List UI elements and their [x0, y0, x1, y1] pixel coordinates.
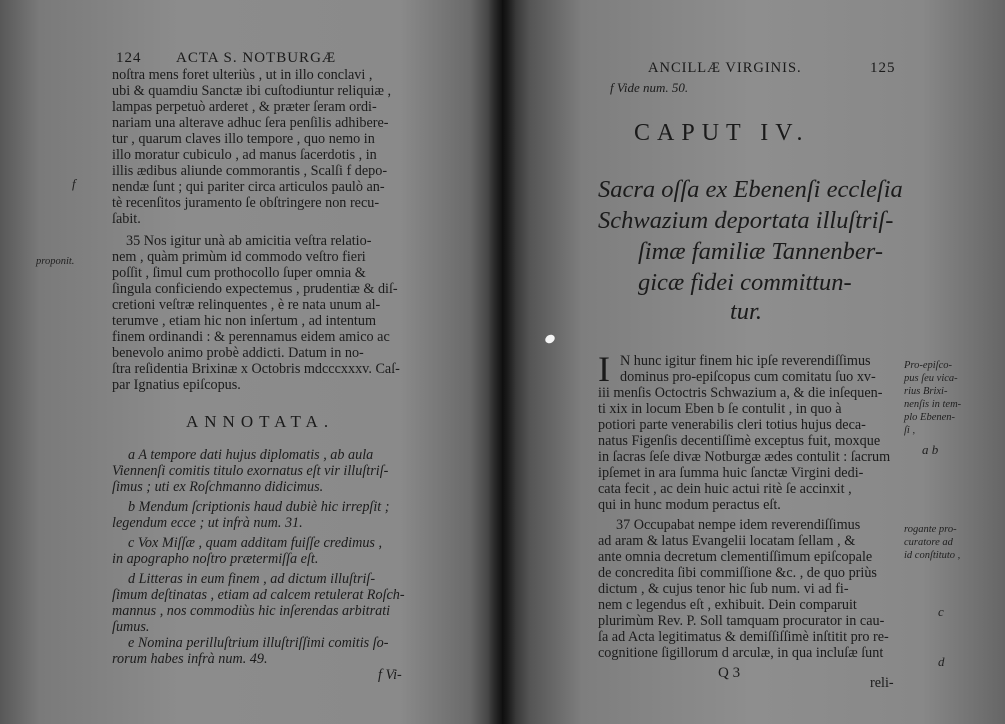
- annotation-line: ſimus ; uti ex Roſchmanno didicimus.: [112, 479, 324, 495]
- text-line: tur , quarum claves illo tempore , quo nemo in: [112, 131, 375, 147]
- text-line: qui in hunc modum peractus eſt.: [598, 497, 781, 513]
- text-line: noſtra mens foret ulteriùs , ut in illo conclavi ,: [112, 67, 373, 83]
- text-line: tè recenſitos juramento ſe obſtringere non recu-: [112, 195, 380, 211]
- text-line: nariam una alterave adhuc ſera penſilis adhibere-: [112, 115, 389, 131]
- annotation-line: ſumus.: [112, 619, 150, 635]
- text-line: terumve , etiam hic non inſertum , ad intentum: [112, 313, 376, 329]
- rubric-line: Schwazium deportata illuſtriſ-: [598, 207, 894, 234]
- text-line: benevolo animo probè addicti. Datum in no-: [112, 345, 364, 361]
- annotation-line: ſimum deſtinatas , etiam ad calcem retulerat Roſch-: [112, 587, 405, 603]
- text-line: cretioni veſtræ relinquentes , è re nata unum al-: [112, 297, 381, 313]
- margin-note-line: pus ſeu vica-: [904, 373, 958, 384]
- margin-note-line: rius Brixi-: [904, 386, 948, 397]
- margin-note-line: rogante pro-: [904, 524, 957, 535]
- text-line: lampas perpetuò arderet , & præter ſeram ordi-: [112, 99, 377, 115]
- rubric-line: Sacra oſſa ex Ebenenſi eccleſia: [598, 176, 903, 203]
- margin-note-proponit: proponit.: [36, 256, 75, 267]
- top-note: f Vide num. 50.: [610, 80, 689, 95]
- annotation-line: mannus , nos commodiùs hic inſerendas arbitrati: [112, 603, 391, 619]
- text-line: potiori parte venerabilis cleri totius hujus deca-: [598, 417, 866, 433]
- margin-note-f: f: [72, 176, 76, 191]
- text-line: ad aram & latus Evangelii locatam ſellam , &: [598, 533, 856, 549]
- margin-note-line: Pro-epiſco-: [904, 360, 953, 371]
- rubric-line: tur.: [730, 298, 763, 325]
- text-line: ſabit.: [112, 211, 141, 227]
- margin-note-line: id conſtituto ,: [904, 550, 961, 561]
- margin-note-line: curatore ad: [904, 537, 953, 548]
- left-page: [0, 0, 502, 724]
- rubric-line: gicæ fidei committun-: [638, 269, 852, 296]
- annotation-line: a A tempore dati hujus diplomatis , ab aula: [128, 447, 374, 463]
- text-line: dictum , & cujus tenor hic ſub num. vi ad fi-: [598, 581, 849, 597]
- left-running-head: ACTA S. NOTBURGÆ: [176, 50, 337, 66]
- text-line: N hunc igitur finem hic ipſe reverendiſſimus: [620, 353, 871, 369]
- text-line: 35 Nos igitur unà ab amicitia veſtra relatio-: [126, 233, 372, 249]
- text-line: cata fecit , ac dein huic actui ritè ſe accinxit ,: [598, 481, 852, 497]
- text-line: ſingula conficiendo expectemus , prudentiæ & diſ-: [112, 281, 398, 297]
- annotation-line: legendum ecce ; ut infrà num. 31.: [112, 515, 303, 531]
- text-line: ante omnia decretum clementiſſimum epiſcopale: [598, 549, 873, 565]
- margin-note-line: nenſis in tem-: [904, 399, 962, 410]
- text-line: illo moratur cubiculo , ad manus ſacerdotis , in: [112, 147, 377, 163]
- text-line: nendæ ſunt ; qui pariter circa articulos paulò an-: [112, 179, 385, 195]
- annotation-line: e Nomina perilluſtrium illuſtriſſimi comitis ſo-: [128, 635, 389, 651]
- text-line: cognitione ſigillorum d arculæ, in qua incluſæ ſunt: [598, 645, 884, 661]
- margin-note-line: plo Ebenen-: [904, 412, 956, 423]
- text-line: de concredita ſibi commiſſione &c. , de quo priùs: [598, 565, 877, 581]
- annotation-line: rorum habes infrà num. 49.: [112, 651, 268, 667]
- text-line: in ſacras ſeſe divæ Notburgæ ædes contulit : ſacrum: [598, 449, 891, 465]
- text-line: ſtra reſidentia Brixinæ x Octobris mdcccxxxv. Caſ-: [112, 361, 400, 377]
- margin-letter-d: d: [938, 654, 945, 669]
- text-line: par Ignatius epiſcopus.: [112, 377, 241, 393]
- annotation-line: in apographo noſtro prætermiſſa eſt.: [112, 551, 319, 567]
- text-line: nem c legendus eſt , exhibuit. Dein comparuit: [598, 597, 857, 613]
- text-line: ipſemet in ara ſumma huic ſanctæ Virgini dedi-: [598, 465, 864, 481]
- book-gutter-shadow: [488, 0, 516, 724]
- chapter-title: CAPUT IV.: [634, 120, 810, 146]
- text-line: ſa ad Acta legitimatus & demiſſiſſimè inſtitit pro re-: [598, 629, 889, 645]
- right-running-head: ANCILLÆ VIRGINIS.: [648, 60, 802, 76]
- text-line: nem , quàm primùm id commodo veſtro fieri: [112, 249, 366, 265]
- annotata-heading: ANNOTATA.: [186, 412, 335, 431]
- text-line: plurimùm Rev. P. Soll tamquam procurator in cau-: [598, 613, 885, 629]
- margin-note-line: ſi ,: [904, 425, 916, 436]
- text-line: poſſit , ſimul cum prothocollo ſuper omnia &: [112, 265, 366, 281]
- left-catchword: f Vi-: [378, 667, 402, 683]
- text-line: dominus pro-epiſcopus cum comitatu ſuo xv-: [620, 369, 876, 385]
- rubric-line: ſimæ familiæ Tannenber-: [638, 238, 883, 265]
- text-line: iii menſis Octoctris Schwazium a, & die inſequen-: [598, 385, 883, 401]
- margin-letters-a-b: a b: [922, 442, 939, 457]
- margin-letter-c: c: [938, 604, 944, 619]
- text-line: 37 Occupabat nempe idem reverendiſſimus: [616, 517, 861, 533]
- text-line: finem ordinandi : & perennamus eidem amico ac: [112, 329, 390, 345]
- text-line: ti xix in locum Eben b ſe contulit , in quo à: [598, 401, 842, 417]
- annotation-line: b Mendum ſcriptionis haud dubiè hic irrepſit ;: [128, 499, 390, 515]
- left-page-number: 124: [116, 50, 142, 66]
- text-line: ubi & quamdiu Sanctæ ibi cuſtodiuntur reliquiæ ,: [112, 83, 391, 99]
- right-catchword: reli-: [870, 675, 894, 691]
- signature-mark: Q 3: [718, 665, 741, 681]
- right-page: [502, 0, 1005, 724]
- right-page-number: 125: [870, 60, 896, 76]
- annotation-line: d Litteras in eum finem , ad dictum illuſtriſ-: [128, 571, 376, 587]
- text-line: illis ædibus aliunde commorantis , Scalſi f depo-: [112, 163, 388, 179]
- text-line: natus Figenſis decentiſſimè exceptus fuit, moxque: [598, 433, 881, 449]
- annotation-line: c Vox Miſſæ , quam additam fuiſſe credimus ,: [128, 535, 383, 551]
- drop-capital: I: [598, 349, 610, 389]
- annotation-line: Viennenſi comitis titulo exornatus eſt vir illuſtriſ-: [112, 463, 389, 479]
